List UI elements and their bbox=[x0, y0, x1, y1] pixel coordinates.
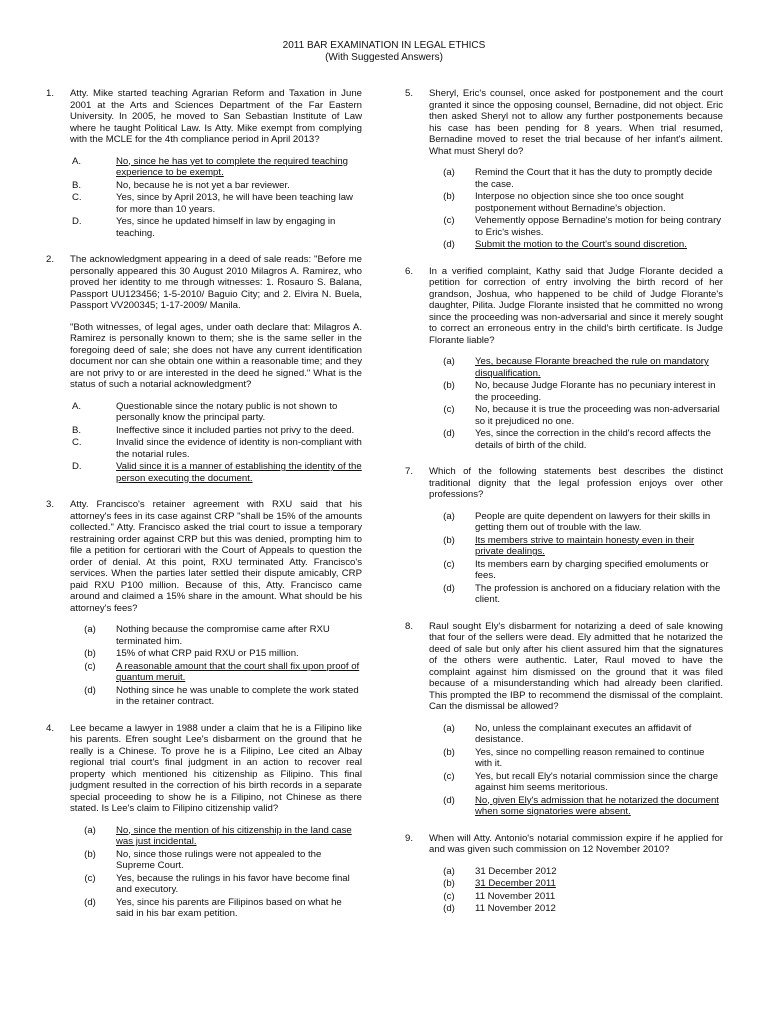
option-a bbox=[443, 722, 723, 746]
option-label: (c) bbox=[443, 770, 455, 782]
question-1 bbox=[46, 88, 362, 239]
option-label: (d) bbox=[443, 239, 455, 250]
options-list bbox=[429, 167, 723, 251]
option-c bbox=[72, 437, 362, 460]
option-text: Yes, because the rulings in his favor have become final and executory. bbox=[116, 872, 350, 895]
option-b bbox=[84, 848, 362, 872]
option-text: The profession is anchored on a fiduciary relation with the client. bbox=[475, 582, 721, 605]
option-a bbox=[443, 865, 723, 878]
option-label: (b) bbox=[443, 878, 455, 889]
question-text-continued: "Both witnesses, of legal ages, under oath declare that: Milagros A. Ramirez is personally known to them; she is the same seller in the foregoing deed of sale; she does not have any current identification document nor can she obtain one within a reasonable time; and they are not privy to or are interested in the deed he signed." What is the status of such a notarial acknowledgment? bbox=[70, 321, 362, 390]
document-title: 2011 BAR EXAMINATION IN LEGAL ETHICS bbox=[282, 40, 486, 51]
option-a bbox=[443, 510, 723, 534]
question-text: In a verified complaint, Kathy said that Judge Florante decided a petition for correction of entry involving the birth record of her grandson, Joshua, who happened to be child of Judge Florante's daughter, Pilita. Judge Florante insisted that he committed no wrong since the proceeding was non-adversarial and since it merely sought to correct an erroneous entry in the child's birth certificate. Is Judge Florante liable? bbox=[429, 265, 723, 346]
option-label: D. bbox=[72, 461, 82, 472]
option-label: D. bbox=[72, 216, 82, 227]
option-label: (d) bbox=[443, 582, 455, 594]
option-label: (a) bbox=[443, 167, 455, 178]
option-d bbox=[443, 239, 723, 251]
option-label: (b) bbox=[443, 534, 455, 546]
option-text: Remind the Court that it has the duty to promptly decide the case. bbox=[475, 167, 713, 190]
option-label: (a) bbox=[443, 865, 455, 877]
document-subtitle: (With Suggested Answers) bbox=[325, 52, 443, 63]
option-c bbox=[84, 872, 362, 896]
option-d bbox=[72, 461, 362, 484]
option-d bbox=[443, 903, 723, 915]
option-label: (b) bbox=[84, 648, 96, 659]
question-text: Which of the following statements best describes the distinct traditional dignity that the legal profession enjoys over other professions? bbox=[429, 466, 723, 500]
option-a bbox=[84, 624, 362, 647]
option-text: No, because it is true the proceeding was non-adversarial so it prejudiced no one. bbox=[475, 404, 720, 427]
options-list bbox=[70, 825, 362, 920]
options-list bbox=[70, 624, 362, 708]
option-text-answer: Valid since it is a manner of establishing the identity of the person executing the document. bbox=[116, 461, 362, 484]
question-number: 6. bbox=[405, 265, 414, 277]
question-text: Lee became a lawyer in 1988 under a claim that he is a Filipino like his parents. Efren sought Lee's disbarment on the ground that he really is a Chinese. To prove he is a Filipino, Lee cited an Albay regional trial court's final judgment in an action to recover real property which mentioned his citizenship as Filipino. This final judgment resulted in the correction of his birth records in a separate special proceeding to show he is a Filipino, not Chinese as there stated. Is Lee's claim to Filipino citizenship valid? bbox=[70, 722, 362, 814]
question-4 bbox=[46, 723, 362, 920]
option-text-answer: No, since the mention of his citizenship in the land case was just incidental. bbox=[116, 824, 352, 847]
option-c bbox=[443, 215, 723, 238]
option-label: C. bbox=[72, 437, 82, 448]
question-8 bbox=[405, 621, 723, 818]
option-a bbox=[72, 155, 362, 179]
option-label: B. bbox=[72, 179, 82, 191]
option-label: (d) bbox=[84, 896, 96, 908]
option-d bbox=[84, 896, 362, 920]
question-text: When will Atty. Antonio's notarial commission expire if he applied for and was given such commission on 12 November 2010? bbox=[429, 832, 723, 855]
option-text: No, since those rulings were not appealed to the Supreme Court. bbox=[116, 848, 322, 871]
question-9 bbox=[405, 833, 723, 915]
options-list bbox=[70, 401, 362, 485]
options-list bbox=[429, 356, 723, 451]
option-text-answer: 31 December 2011 bbox=[475, 878, 556, 889]
option-text: Vehemently oppose Bernadine's motion for being contrary to Eric's wishes. bbox=[475, 215, 722, 238]
option-text-answer: Submit the motion to the Court's sound discretion. bbox=[475, 239, 687, 250]
option-text: Invalid since the evidence of identity is non-compliant with the notarial rules. bbox=[116, 437, 362, 460]
option-text: Its members earn by charging specified emoluments or fees. bbox=[475, 558, 709, 581]
option-label: (c) bbox=[443, 404, 455, 415]
option-text: No, because he is not yet a bar reviewer. bbox=[116, 179, 290, 191]
option-label: (a) bbox=[443, 356, 455, 367]
question-number: 1. bbox=[46, 88, 55, 99]
option-b bbox=[443, 191, 723, 214]
option-label: (c) bbox=[443, 890, 455, 902]
question-5 bbox=[405, 88, 723, 251]
option-c bbox=[443, 404, 723, 427]
option-label: (b) bbox=[443, 746, 455, 758]
option-text: Yes, but recall Ely's notarial commission since the charge against him seems meritorious. bbox=[475, 770, 719, 793]
question-text: Sheryl, Eric's counsel, once asked for postponement and the court granted it since the opposing counsel, Bernadine, did not object. Eric then asked Sheryl not to allow any further postponements because his case has been pending for 8 years. When trial resumed, Bernadine moved to reset the trial because of her infant's ailment. What must Sheryl do? bbox=[429, 88, 723, 157]
option-label: (d) bbox=[443, 903, 455, 914]
option-label: C. bbox=[72, 192, 82, 203]
question-number: 5. bbox=[405, 88, 414, 99]
question-text: Raul sought Ely's disbarment for notarizing a deed of sale knowing that four of the sellers were dead. Ely admitted that he notarized the deed of sale but only after his client assured him that the signatures of the others were authentic. Later, Raul moved to have the complaint against him dismissed on the ground that it was filed because of a misunderstanding which had already been clarified. This prompted the IBP to recommend the dismissal of the complaint. Can the dismissal be allowed? bbox=[429, 620, 723, 712]
option-b bbox=[84, 648, 362, 660]
option-label: A. bbox=[72, 400, 82, 412]
option-label: (a) bbox=[443, 510, 455, 522]
document-header bbox=[0, 40, 768, 64]
option-text-answer: Its members strive to maintain honesty even in their private dealings. bbox=[475, 534, 695, 557]
option-c bbox=[84, 660, 362, 684]
option-text-answer: A reasonable amount that the court shall fix upon proof of quantum meruit. bbox=[116, 660, 360, 683]
question-text: Atty. Mike started teaching Agrarian Reform and Taxation in June 2001 at the Arts and Sciences Department of the Far Eastern University. In 2005, he moved to San Sebastian Institute of Law where he taught Political Law. Is Atty. Mike exempt from complying with the MCLE for the 4th compliance period in April 2013? bbox=[70, 88, 362, 145]
option-label: A. bbox=[72, 155, 82, 167]
option-text: Ineffective since it included parties not privy to the deed. bbox=[116, 424, 355, 436]
question-6 bbox=[405, 266, 723, 452]
option-text: No, because Judge Florante has no pecuniary interest in the proceeding. bbox=[475, 380, 716, 403]
option-text: Yes, since the correction in the child's record affects the details of birth of the child. bbox=[475, 428, 711, 451]
option-label: (b) bbox=[443, 380, 455, 391]
options-list bbox=[70, 156, 362, 240]
question-number: 4. bbox=[46, 722, 55, 734]
option-text: 11 November 2011 bbox=[475, 890, 556, 902]
option-text: 31 December 2012 bbox=[475, 865, 557, 877]
option-text: Yes, since he updated himself in law by engaging in teaching. bbox=[116, 216, 336, 239]
option-text: Yes, since no compelling reason remained to continue with it. bbox=[475, 746, 705, 769]
option-label: (c) bbox=[84, 660, 96, 672]
option-b bbox=[443, 534, 723, 558]
option-text-answer: Yes, because Florante breached the rule on mandatory disqualification. bbox=[475, 356, 709, 379]
option-text: Yes, since his parents are Filipinos based on what he said in his bar exam petition. bbox=[116, 896, 342, 919]
option-c bbox=[443, 890, 723, 903]
option-b bbox=[72, 179, 362, 192]
option-d bbox=[72, 216, 362, 239]
option-label: (b) bbox=[84, 848, 96, 860]
option-d bbox=[443, 582, 723, 606]
option-text: Questionable since the notary public is not shown to personally know the principal party. bbox=[116, 400, 338, 423]
question-number: 3. bbox=[46, 499, 55, 510]
option-text-answer: No, since he has yet to complete the required teaching experience to be exempt. bbox=[116, 155, 348, 178]
question-2 bbox=[46, 254, 362, 484]
question-text: The acknowledgment appearing in a deed of sale reads: "Before me personally appeared this 30 August 2010 Milagros A. Ramirez, who proved her identity to me through witnesses: 1. Rosauro S. Balana, Passport UU123456; 1-5-2010/ Baguio City; and 2. Elvira N. Buela, Passport VV200345; 1-17-2009/ Manila. bbox=[70, 254, 362, 311]
option-label: (a) bbox=[84, 824, 96, 836]
option-a bbox=[443, 167, 723, 190]
right-column bbox=[405, 88, 723, 930]
left-column bbox=[46, 88, 362, 935]
option-label: (a) bbox=[84, 624, 96, 635]
option-b bbox=[443, 380, 723, 403]
option-c bbox=[443, 558, 723, 582]
question-text: Atty. Francisco's retainer agreement with RXU said that his attorney's fees in its case against CRP "shall be 15% of the amounts collected." Atty. Francisco asked the trial court to issue a temporary restraining order against CRP but this was denied, prompting him to file a petition for certiorari with the Court of Appeals to question the order of denial. At this point, RXU terminated Atty. Francisco's services. When the parties later settled their dispute amicably, CRP paid RXU P100 million. Because of this, Atty. Francisco came around and claimed a 15% share in the amount. What should be his attorney's fees? bbox=[70, 499, 362, 614]
options-list bbox=[429, 866, 723, 915]
option-a bbox=[84, 824, 362, 848]
option-label: (d) bbox=[443, 794, 455, 806]
option-b bbox=[443, 878, 723, 890]
option-text: Nothing because the compromise came after RXU terminated him. bbox=[116, 624, 330, 647]
option-text: 15% of what CRP paid RXU or P15 million. bbox=[116, 648, 299, 659]
option-text: Yes, since by April 2013, he will have been teaching law for more than 10 years. bbox=[116, 192, 353, 215]
option-text-answer: No, given Ely's admission that he notarized the document when some signatories were absent. bbox=[475, 794, 719, 817]
option-label: B. bbox=[72, 424, 82, 436]
option-d bbox=[84, 684, 362, 708]
option-label: (c) bbox=[443, 558, 455, 570]
option-a bbox=[443, 356, 723, 379]
question-3 bbox=[46, 499, 362, 708]
option-label: (d) bbox=[84, 684, 96, 696]
option-label: (c) bbox=[443, 215, 455, 226]
option-label: (d) bbox=[443, 428, 455, 439]
options-list bbox=[429, 511, 723, 606]
option-label: (c) bbox=[84, 872, 96, 884]
question-number: 2. bbox=[46, 254, 55, 265]
option-a bbox=[72, 400, 362, 424]
question-number: 8. bbox=[405, 620, 414, 632]
option-text: Nothing since he was unable to complete the work stated in the retainer contract. bbox=[116, 684, 359, 707]
option-text: Interpose no objection since she too once sought postponement without Bernadine's objection. bbox=[475, 191, 684, 214]
question-number: 7. bbox=[405, 466, 414, 477]
option-text: No, unless the complainant executes an affidavit of desistance. bbox=[475, 722, 692, 745]
option-text: 11 November 2012 bbox=[475, 903, 556, 914]
question-number: 9. bbox=[405, 832, 414, 844]
option-label: (b) bbox=[443, 191, 455, 202]
option-d bbox=[443, 428, 723, 451]
option-text: People are quite dependent on lawyers for their skills in getting them out of trouble with the law. bbox=[475, 510, 711, 533]
option-b bbox=[72, 424, 362, 437]
options-list bbox=[429, 723, 723, 818]
option-b bbox=[443, 746, 723, 770]
question-7 bbox=[405, 466, 723, 606]
option-label: (a) bbox=[443, 722, 455, 734]
option-d bbox=[443, 794, 723, 818]
option-c bbox=[443, 770, 723, 794]
option-c bbox=[72, 192, 362, 215]
